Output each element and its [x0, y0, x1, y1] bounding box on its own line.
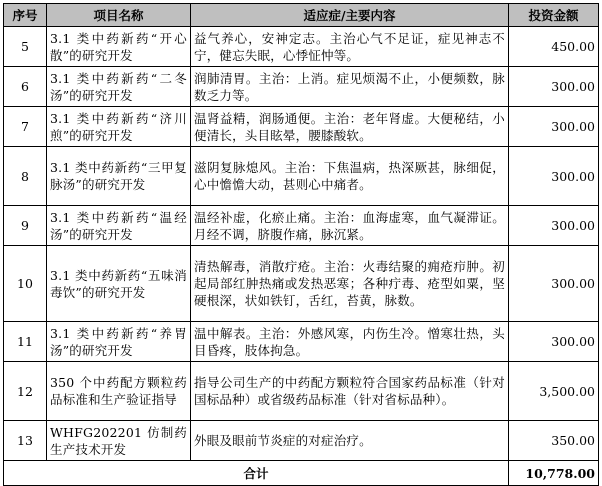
row-indication: 滋阴复脉熄风。主治：下焦温病，热深厥甚，脉细促，心中憺憺大动，甚则心中痛者。 — [191, 147, 509, 206]
row-indication: 指导公司生产的中药配方颗粒符合国家药品标准（针对国标品种）或省级药品标准（针对省标品种）。 — [191, 362, 509, 421]
row-indication: 温中解表。主治：外感风寒，内伤生冷。憎寒壮热，头目昏疼，肢体拘急。 — [191, 322, 509, 362]
table-row — [4, 107, 599, 147]
header-name: 项目名称 — [47, 4, 191, 27]
total-label: 合计 — [4, 461, 509, 486]
row-project-name: 350 个中药配方颗粒药品标准和生产验证指导 — [47, 362, 191, 421]
row-indication: 温经补虚，化瘀止痛。主治：血海虚寒，血气凝滞证。月经不调，脐腹作痛，脉沉紧。 — [191, 206, 509, 246]
header-indication: 适应症/主要内容 — [191, 4, 509, 27]
row-no: 12 — [4, 362, 47, 421]
row-no: 13 — [4, 421, 47, 461]
row-amount: 300.00 — [509, 67, 599, 107]
row-no: 5 — [4, 27, 47, 67]
row-project-name: 3.1 类中药新药“三甲复脉汤”的研究开发 — [47, 147, 191, 206]
table-row — [4, 246, 599, 322]
table-row — [4, 206, 599, 246]
table-row — [4, 421, 599, 461]
row-amount: 300.00 — [509, 322, 599, 362]
total-row — [4, 461, 599, 486]
investment-table-container — [3, 3, 599, 486]
row-indication: 益气养心，安神定志。主治心气不足证，症见神志不宁，健忘失眠，心悸怔忡等。 — [191, 27, 509, 67]
investment-table — [3, 3, 599, 486]
row-no: 9 — [4, 206, 47, 246]
row-indication: 外眼及眼前节炎症的对症治疗。 — [191, 421, 509, 461]
row-indication: 润肺清胃。主治：上消。症见烦渴不止，小便频数，脉数乏力等。 — [191, 67, 509, 107]
row-indication: 清热解毒，消散疔疮。主治：火毒结聚的痈疮疖肿。初起局部红肿热痛或发热恶寒；各种疔毒、疮型如粟，坚硬根深，状如铁钉，舌红，苔黄，脉数。 — [191, 246, 509, 322]
row-indication: 温肾益精，润肠通便。主治：老年肾虚。大便秘结，小便清长，头目眩晕，腰膝酸软。 — [191, 107, 509, 147]
row-no: 7 — [4, 107, 47, 147]
row-no: 10 — [4, 246, 47, 322]
row-amount: 450.00 — [509, 27, 599, 67]
table-row — [4, 147, 599, 206]
row-amount: 300.00 — [509, 246, 599, 322]
row-project-name: 3.1 类中药新药“开心散”的研究开发 — [47, 27, 191, 67]
table-header-row — [4, 4, 599, 27]
row-amount: 3,500.00 — [509, 362, 599, 421]
table-row — [4, 27, 599, 67]
row-amount: 300.00 — [509, 147, 599, 206]
row-no: 6 — [4, 67, 47, 107]
row-amount: 300.00 — [509, 206, 599, 246]
table-row — [4, 362, 599, 421]
total-amount: 10,778.00 — [509, 461, 599, 486]
row-project-name: WHFG202201 仿制药生产技术开发 — [47, 421, 191, 461]
row-project-name: 3.1 类中药新药“温经汤”的研究开发 — [47, 206, 191, 246]
row-project-name: 3.1 类中药新药“济川煎”的研究开发 — [47, 107, 191, 147]
header-amount: 投资金额 — [509, 4, 599, 27]
row-no: 11 — [4, 322, 47, 362]
table-row — [4, 67, 599, 107]
row-project-name: 3.1 类中药新药“养胃汤”的研究开发 — [47, 322, 191, 362]
row-no: 8 — [4, 147, 47, 206]
row-amount: 350.00 — [509, 421, 599, 461]
header-no: 序号 — [4, 4, 47, 27]
table-row — [4, 322, 599, 362]
row-amount: 300.00 — [509, 107, 599, 147]
row-project-name: 3.1 类中药新药“五味消毒饮”的研究开发 — [47, 246, 191, 322]
row-project-name: 3.1 类中药新药“二冬汤”的研究开发 — [47, 67, 191, 107]
